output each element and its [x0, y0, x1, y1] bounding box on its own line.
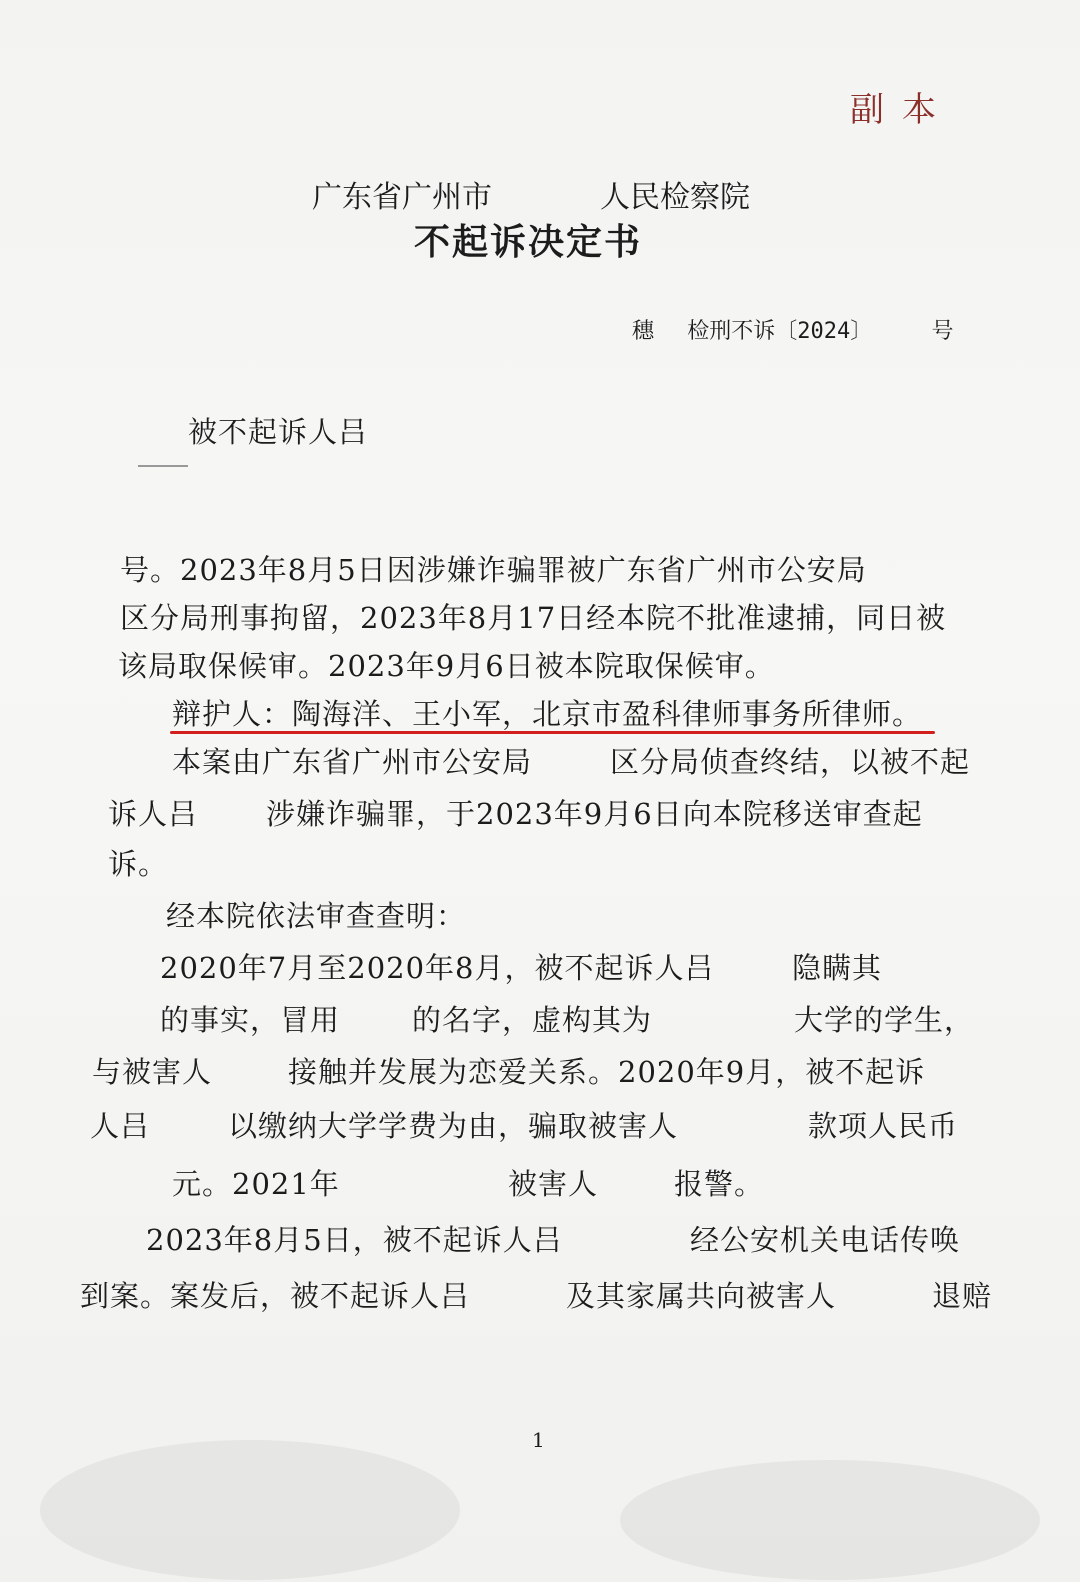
body-line-10a: 的事实，冒用 — [160, 1003, 341, 1037]
document-title: 不起诉决定书 — [414, 222, 643, 263]
org-right: 人民检察院 — [600, 180, 750, 215]
body-line-11a: 与被害人 — [92, 1055, 213, 1089]
body-line-14a: 2023年8月5日，被不起诉人吕 — [146, 1223, 563, 1257]
body-line-12a: 人吕 — [90, 1109, 151, 1143]
body-line-7: 诉。 — [108, 847, 169, 881]
body-line-15a: 到案。案发后，被不起诉人吕 — [80, 1279, 471, 1313]
scan-smudge — [40, 1440, 460, 1580]
body-line-15c: 退赔 — [932, 1279, 993, 1313]
body-line-14b: 经公安机关电话传唤 — [690, 1223, 961, 1257]
doc-prefix: 穗 — [632, 319, 655, 344]
body-line-15b: 及其家属共向被害人 — [566, 1279, 837, 1313]
doc-middle: 检刑不诉〔2024〕 — [687, 319, 873, 344]
red-underline — [170, 731, 935, 734]
body-line-1: 号。2023年8月5日因涉嫌诈骗罪被广东省广州市公安局 — [120, 553, 867, 587]
section-heading: 经本院依法审查查明： — [166, 899, 467, 933]
defendant-line: 被不起诉人吕 — [188, 415, 369, 449]
body-line-10b: 的名字，虚构其为 — [412, 1003, 653, 1037]
body-line-12c: 款项人民币 — [808, 1109, 959, 1143]
defense-counsel-line: 辩护人：陶海洋、王小军，北京市盈科律师事务所律师。 — [172, 697, 923, 731]
body-line-6b: 涉嫌诈骗罪，于2023年9月6日向本院移送审查起 — [266, 797, 923, 831]
body-line-6a: 诉人吕 — [108, 797, 199, 831]
doc-suffix: 号 — [931, 319, 954, 344]
body-line-11b: 接触并发展为恋爱关系。2020年9月，被不起诉 — [288, 1055, 926, 1089]
body-line-12b: 以缴纳大学学费为由，骗取被害人 — [228, 1109, 679, 1143]
body-line-3: 该局取保候审。2023年9月6日被本院取保候审。 — [118, 649, 775, 683]
body-line-9b: 隐瞒其 — [792, 951, 883, 985]
body-line-2: 区分局刑事拘留，2023年8月17日经本院不批准逮捕，同日被 — [120, 601, 947, 635]
page-number: 1 — [532, 1428, 545, 1452]
body-line-10c: 大学的学生， — [794, 1003, 975, 1037]
document-number — [632, 314, 954, 345]
body-line-5a: 本案由广东省广州市公安局 — [172, 745, 533, 779]
scan-smudge — [620, 1460, 1040, 1580]
body-line-13b: 被害人 — [508, 1167, 599, 1201]
body-line-9a: 2020年7月至2020年8月，被不起诉人吕 — [160, 951, 715, 985]
body-line-13a: 元。2021年 — [172, 1167, 340, 1201]
copy-stamp: 副本 — [850, 90, 954, 130]
redaction-mark — [138, 465, 188, 467]
body-line-5b: 区分局侦查终结，以被不起 — [610, 745, 971, 779]
body-line-13c: 报警。 — [674, 1167, 765, 1201]
org-left: 广东省广州市 — [312, 180, 492, 215]
